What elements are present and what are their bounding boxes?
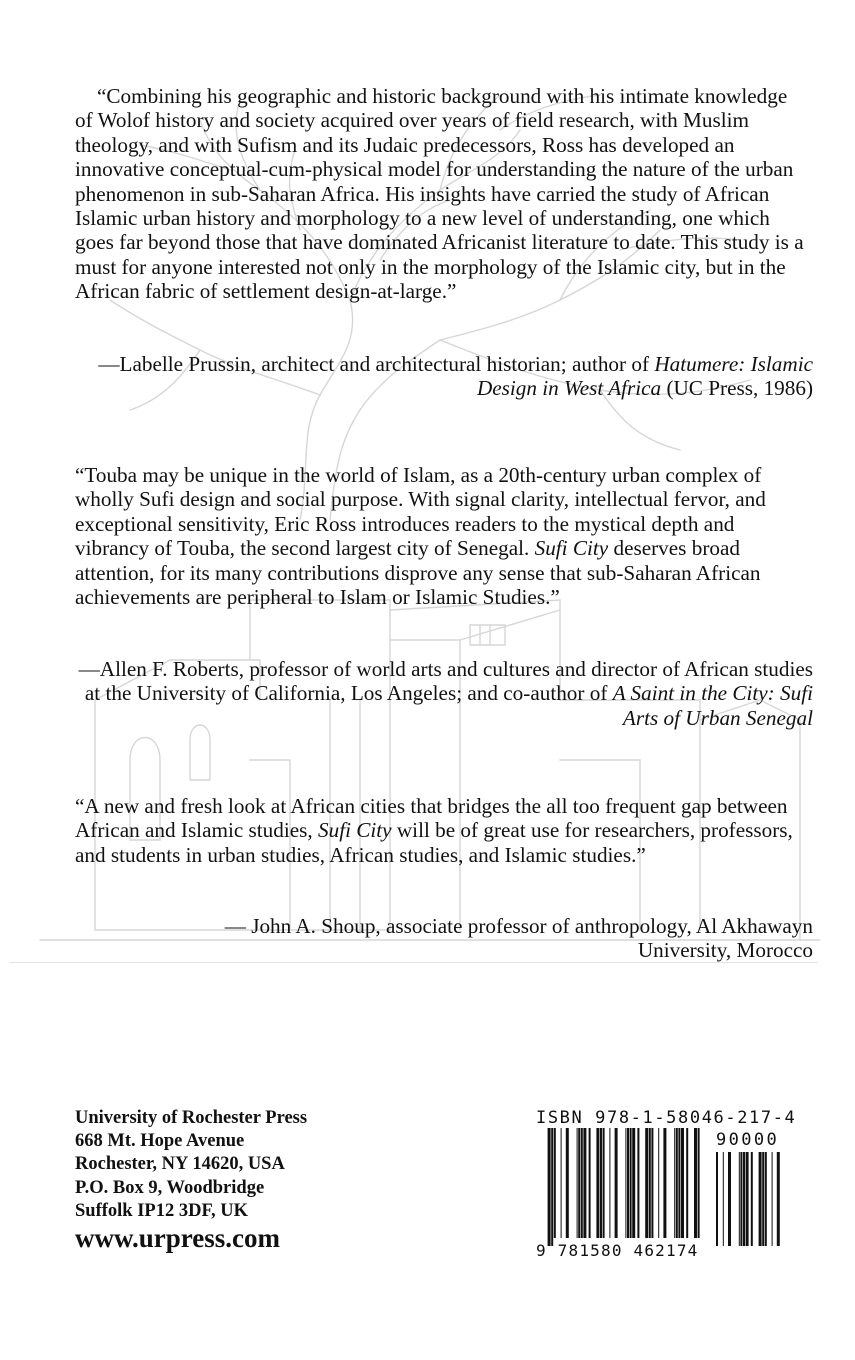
- quote-1-attribution: —Labelle Prussin, architect and architectural historian; author of Hatumere: Islamic Design in West Africa (UC Press, 1986): [98, 352, 813, 401]
- quote-1: “Combining his geographic and historic background with his intimate knowledge of Wolof history and society acquired over years of field research, with Muslim theology, and with Sufism and its Judaic predecessors, Ross has developed an innovative conceptual-cum-physical model for understanding the nature of the urban phenomenon in sub-Saharan Africa. His insights have carried the study of African Islamic urban history and morphology to a new level of understanding, one which goes far beyond those that have dominated Africanist literature to date. This study is a must for anyone interested not only in the morphology of the Islamic city, but in the African fabric of settlement design-at-large.”: [75, 84, 804, 304]
- barcode-addon-bar: [743, 1152, 745, 1246]
- barcode-bar: [578, 1128, 580, 1238]
- barcode-bar: [698, 1128, 700, 1238]
- divider: [10, 962, 818, 963]
- barcode-bar: [681, 1128, 684, 1238]
- barcode-bar: [694, 1128, 697, 1238]
- barcode-bar: [551, 1128, 553, 1246]
- barcode-bar: [651, 1128, 653, 1238]
- barcode-bar: [566, 1128, 569, 1238]
- ean-digits: 9 781580 462174: [536, 1241, 699, 1260]
- barcode-bar: [577, 1128, 578, 1238]
- quote-1-work-title: Hatumere: Islamic Design in West Africa: [476, 352, 813, 401]
- quote-3-title-ref: Sufi City: [318, 818, 392, 843]
- quote-3-attribution: — John A. Shoup, associate professor of anthropology, Al Akhawayn University, Morocco: [224, 914, 813, 963]
- ean-barcode-bars: [532, 1128, 792, 1253]
- publisher-line: 668 Mt. Hope Avenue: [75, 1131, 245, 1152]
- barcode-bar: [676, 1128, 678, 1238]
- isbn-label: ISBN 978-1-58046-217-4: [536, 1108, 797, 1128]
- barcode-bar: [583, 1128, 586, 1238]
- publisher-line: P.O. Box 9, Woodbridge: [75, 1177, 265, 1198]
- barcode-bar: [637, 1128, 639, 1238]
- barcode-addon-bar: [777, 1152, 780, 1246]
- quote-2-attribution: —Allen F. Roberts, professor of world arts and cultures and director of African studies at the University of California, Los Angeles; and co-author of A Saint in the City: Sufi Arts of Urban Senegal: [78, 657, 813, 730]
- barcode-bar: [589, 1128, 591, 1238]
- price-code: 90000: [716, 1130, 780, 1150]
- publisher-line: University of Rochester Press: [75, 1108, 308, 1128]
- barcode-bar: [600, 1128, 602, 1238]
- barcode-bar: [548, 1128, 551, 1246]
- publisher-website[interactable]: www.urpress.com: [75, 1223, 280, 1253]
- barcode-addon-bar: [739, 1152, 740, 1246]
- barcode-bar: [678, 1128, 680, 1238]
- barcode-addon-bar: [762, 1152, 764, 1246]
- barcode-bar: [625, 1128, 626, 1238]
- barcode-bar: [596, 1128, 599, 1238]
- quote-2: “Touba may be unique in the world of Islam, as a 20th-century urban complex of wholly Sufi design and social purpose. With signal clarity, intellectual fervor, and exceptional sensitivity, Eric Ross introduces readers to the mystical depth and vibrancy of Touba, the second largest city of Senegal. Sufi City deserves broad attention, for its many contributions disprove any sense that sub-Saharan African achievements are peripheral to Islam or Islamic Studies.”: [75, 463, 766, 610]
- barcode-bar: [615, 1128, 618, 1238]
- barcode-bar: [561, 1128, 562, 1238]
- barcode-bar: [663, 1128, 666, 1238]
- barcode-bar: [645, 1128, 648, 1238]
- barcode-bar: [609, 1128, 610, 1238]
- barcode-addon-bar: [740, 1152, 742, 1246]
- barcode-bar: [649, 1128, 651, 1238]
- barcode-addon-bar: [723, 1152, 724, 1246]
- isbn-barcode: [532, 1108, 797, 1268]
- barcode-bar: [686, 1128, 688, 1238]
- barcode-addon-bar: [728, 1152, 731, 1246]
- barcode-bar: [581, 1128, 583, 1238]
- barcode-bar: [674, 1128, 675, 1238]
- barcode-addon-bar: [746, 1152, 749, 1246]
- barcode-addon-bar: [772, 1152, 773, 1246]
- quote-2-work-title: A Saint in the City: Sufi Arts of Urban Senegal: [612, 681, 813, 730]
- barcode-bar: [632, 1128, 635, 1238]
- barcode-addon-bar: [716, 1152, 718, 1246]
- barcode-bar: [554, 1128, 556, 1238]
- barcode-bar: [627, 1128, 629, 1238]
- publisher-address: [75, 1107, 307, 1223]
- quote-2-title-ref: Sufi City: [534, 536, 609, 561]
- publisher-line: Suffolk IP12 3DF, UK: [75, 1200, 249, 1221]
- barcode-bar: [630, 1128, 632, 1238]
- barcode-bar: [658, 1128, 659, 1238]
- barcode-addon-bar: [759, 1152, 762, 1246]
- barcode-addon-bar: [765, 1152, 767, 1246]
- barcode-bar: [603, 1128, 605, 1238]
- barcode-addon-bar: [751, 1152, 753, 1246]
- quote-3: “A new and fresh look at African cities that bridges the all too frequent gap between African and Islamic studies, Sufi City will be of great use for researchers, professors, and students in urban studies, African studies, and Islamic studies.”: [75, 794, 793, 867]
- publisher-line: Rochester, NY 14620, USA: [75, 1154, 285, 1175]
